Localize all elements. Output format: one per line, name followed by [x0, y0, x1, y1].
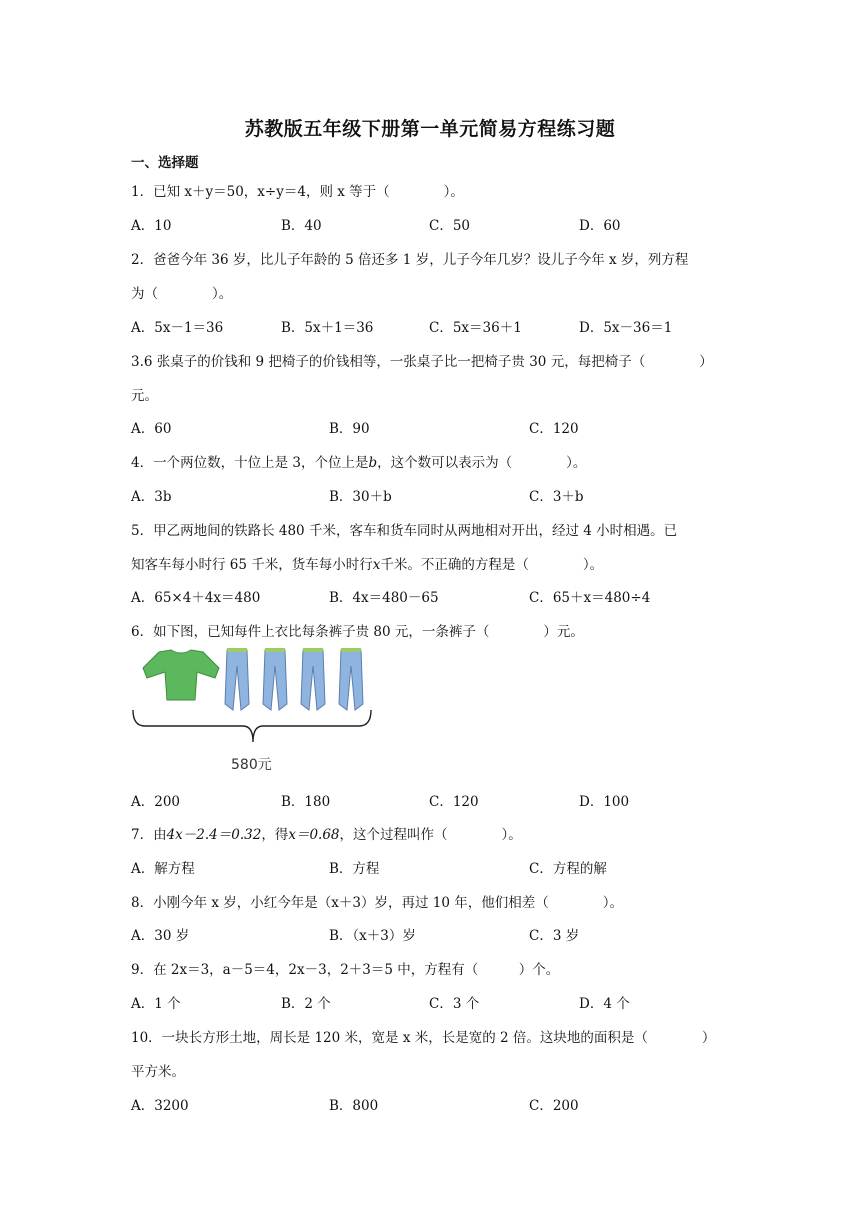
option-b: B．180 [281, 794, 331, 810]
option-a: A．10 [131, 218, 172, 234]
question-8: 8．小刚今年 x 岁，小红今年是（x＋3）岁，再过 10 年，他们相差（ ）。 [131, 895, 623, 911]
question-10-line-2: 平方米。 [131, 1064, 185, 1080]
pants-icon-4 [339, 648, 363, 710]
shirt-icon [143, 650, 219, 700]
question-7-options [131, 857, 741, 877]
option-b: B．（x＋3）岁 [329, 928, 416, 944]
question-5-text-a: 知客车每小时行 65 千米，货车每小时行 [131, 557, 373, 573]
page-title: 苏教版五年级下册第一单元简易方程练习题 [244, 118, 616, 140]
variable-x: x [372, 557, 381, 573]
option-c: C．5x＝36＋1 [429, 320, 522, 336]
question-4 [131, 451, 586, 471]
question-4-text-a: 4．一个两位数，十位上是 3，个位上是 [131, 455, 369, 471]
option-b: B．4x＝480－65 [329, 590, 439, 606]
question-8-options [131, 924, 741, 944]
option-c: C．120 [529, 421, 579, 437]
option-d: D．100 [579, 794, 630, 810]
option-a: A．65×4＋4x＝480 [131, 590, 261, 606]
clothing-illustration [131, 644, 381, 776]
question-7-text-b: ，得 [261, 827, 289, 843]
question-6: 6．如下图，已知每件上衣比每条裤子贵 80 元，一条裤子（ ）元。 [131, 624, 584, 640]
equation-1: 4x－2.4＝0.32 [166, 827, 262, 843]
section-heading: 一、选择题 [131, 155, 199, 171]
option-c: C．65＋x＝480÷4 [529, 590, 651, 606]
option-b: B．40 [281, 218, 322, 234]
clothing-figure [131, 644, 381, 776]
question-9-options [131, 992, 741, 1012]
question-2-line-2: 为（ ）。 [131, 286, 233, 302]
option-c: C．3 岁 [529, 928, 580, 944]
question-3-line-1: 3.6 张桌子的价钱和 9 把椅子的价钱相等，一张桌子比一把椅子贵 30 元，每把椅子（ ） [131, 354, 713, 370]
question-10-options [131, 1094, 741, 1114]
question-2-options [131, 316, 741, 336]
option-a: A．解方程 [131, 861, 195, 877]
pants-icon-1 [225, 648, 249, 710]
question-2-line-1: 2．爸爸今年 36 岁，比儿子年龄的 5 倍还多 1 岁，儿子今年几岁？设儿子今年 x 岁，列方程 [131, 252, 689, 268]
option-b: B．2 个 [281, 996, 331, 1012]
curly-brace [133, 710, 371, 742]
option-a: A．3200 [131, 1098, 189, 1114]
option-c: C．3 个 [429, 996, 480, 1012]
question-4-text-b: ，这个数可以表示为（ ）。 [377, 455, 587, 471]
option-b: B．30＋b [329, 489, 392, 505]
question-3-options [131, 417, 741, 437]
option-c: C．3＋b [529, 489, 584, 505]
option-b: B．5x＋1＝36 [281, 320, 374, 336]
question-9: 9．在 2x＝3，a－5＝4，2x－3，2＋3＝5 中，方程有（ ）个。 [131, 962, 560, 978]
option-c: C．方程的解 [529, 861, 607, 877]
option-a: A．30 岁 [131, 928, 190, 944]
option-b: B．800 [329, 1098, 379, 1114]
option-a: A．5x－1＝36 [131, 320, 224, 336]
option-b: B．90 [329, 421, 370, 437]
question-4-options [131, 485, 741, 505]
question-1-options [131, 214, 741, 234]
option-a: A．3b [131, 489, 172, 505]
variable-b: b [368, 455, 378, 471]
question-5-line-2 [131, 553, 603, 573]
question-7-text-c: ，这个过程叫作（ ）。 [339, 827, 522, 843]
option-d: D．5x－36＝1 [579, 320, 673, 336]
question-10-line-1: 10．一块长方形土地，周长是 120 米，宽是 x 米，长是宽的 2 倍。这块地的面积是（ ） [131, 1030, 716, 1046]
question-1: 1．已知 x＋y＝50，x÷y＝4，则 x 等于（ ）。 [131, 184, 464, 200]
option-c: C．200 [529, 1098, 579, 1114]
question-5-text-b: 千米。不正确的方程是（ ）。 [380, 557, 604, 573]
question-5-line-1: 5．甲乙两地间的铁路长 480 千米，客车和货车同时从两地相对开出，经过 4 小时相遇。已 [131, 523, 678, 539]
option-c: C．50 [429, 218, 471, 234]
equation-2: x＝0.68 [288, 827, 340, 843]
question-3-line-2: 元。 [131, 388, 158, 404]
option-d: D．4 个 [579, 996, 630, 1012]
option-a: A．200 [131, 794, 181, 810]
total-price-label: 580元 [231, 757, 272, 773]
question-7 [131, 823, 522, 843]
pants-icon-3 [301, 648, 325, 710]
question-5-options [131, 586, 741, 606]
question-7-text-a: 7．由 [131, 827, 167, 843]
option-a: A．1 个 [131, 996, 181, 1012]
question-6-options [131, 790, 741, 810]
pants-icon-2 [263, 648, 287, 710]
option-a: A．60 [131, 421, 172, 437]
option-d: D．60 [579, 218, 621, 234]
option-c: C．120 [429, 794, 479, 810]
option-b: B．方程 [329, 861, 380, 877]
